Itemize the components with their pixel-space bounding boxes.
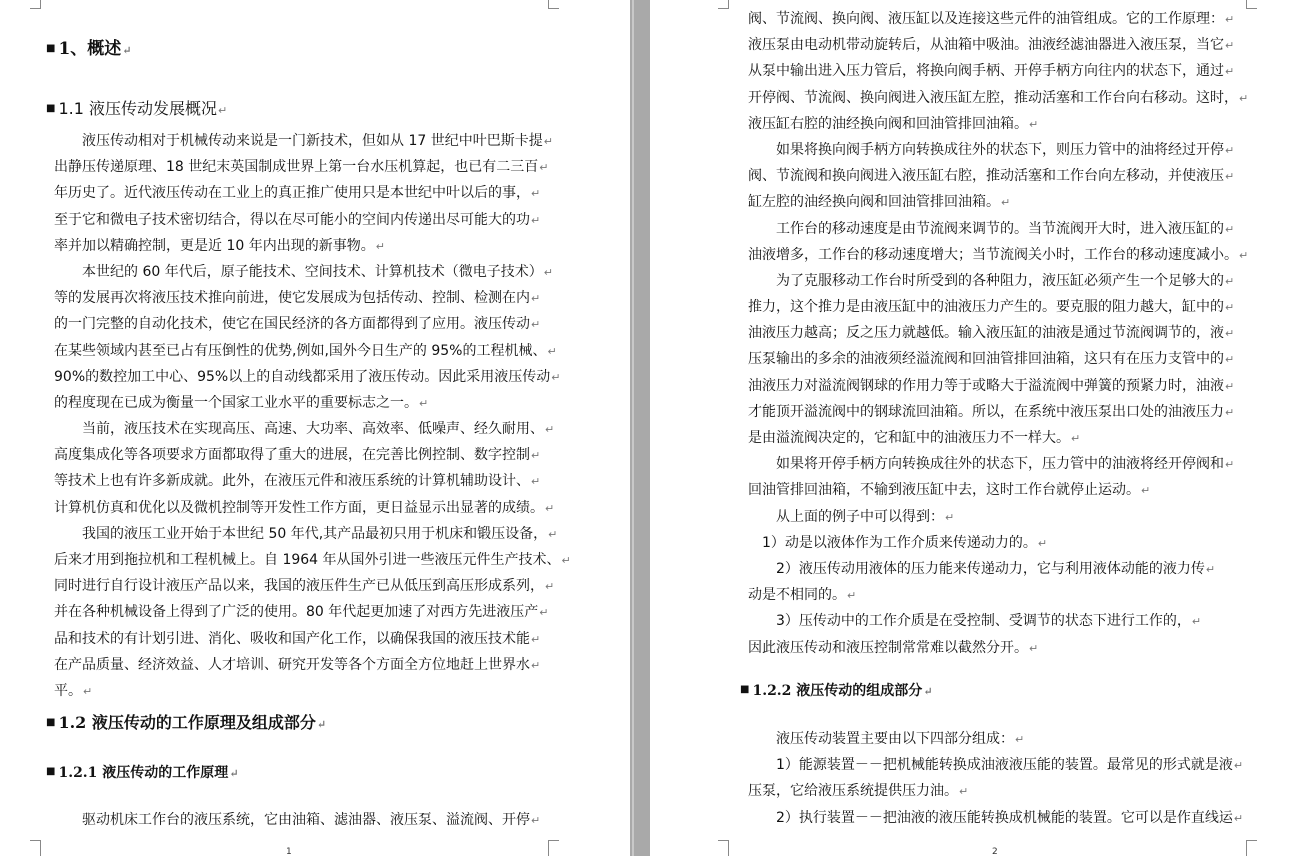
body-text-page2-top	[748, 6, 1248, 661]
text-line: 后来才用到拖拉机和工程机械上。自 1964 年从国外引进一些液压元件生产技术、↵	[54, 552, 571, 568]
paragraph-mark: ↵	[531, 814, 541, 827]
text-line: 的程度现在已成为衡量一个国家工业水平的重要标志之一。↵	[54, 394, 429, 411]
paragraph-mark: ↵	[539, 606, 549, 620]
text-line: 缸左腔的油经换向阀和回油管排回油箱。↵	[748, 194, 1011, 211]
text-line: 油液压力越高；反之压力就越低。输入液压缸的油液是通过节流阀调节的，液↵	[748, 325, 1235, 342]
paragraph-mark: ↵	[531, 292, 541, 306]
text-line: 90%的数控加工中心、95%以上的自动线都采用了液压传动。因此采用液压传动↵	[54, 368, 561, 385]
text-line: 阀、节流阀和换向阀进入液压缸右腔，推动活塞和工作台向左移动，并使液压↵	[748, 168, 1235, 185]
text-line: 油液压力对溢流阀钢球的作用力等于或略大于溢流阀中弹簧的预紧力时，油液↵	[748, 377, 1235, 394]
text-line: 压泵输出的多余的油液须经溢流阀和回油管排回油箱，这只有在压力支管中的↵	[748, 351, 1235, 368]
paragraph-mark: ↵	[375, 239, 385, 253]
paragraph-mark: ↵	[1225, 39, 1235, 53]
crop-mark	[30, 840, 41, 856]
text-line: 并在各种机械设备上得到了广泛的使用。80 年代起更加速了对西方先进液压产↵	[54, 604, 549, 621]
text-line: 是由溢流阀决定的，它和缸中的油液压力不一样大。↵	[748, 430, 1081, 446]
text-line: 推力，这个推力是由液压缸中的油液压力产生的。要克服的阻力越大，缸中的↵	[748, 299, 1235, 316]
body-text-page1-bottom	[54, 807, 540, 833]
text-line: 液压泵由电动机带动旋转后，从油箱中吸油。油液经滤油器进入液压泵，当它↵	[748, 37, 1235, 54]
text-line: 从上面的例子中可以得到：↵	[748, 508, 955, 525]
paragraph-mark: ↵	[548, 527, 558, 541]
text-line: 驱动机床工作台的液压系统，它由油箱、滤油器、液压泵、溢流阀、开停↵	[54, 812, 541, 828]
paragraph-mark: ↵	[1225, 405, 1235, 419]
text-line: 本世纪的 60 年代后，原子能技术、空间技术、计算机技术（微电子技术）↵	[54, 263, 553, 280]
text-line: 2）执行装置－－把油液的液压能转换成机械能的装置。它可以是作直线运↵	[748, 809, 1244, 826]
text-line: 计算机仿真和优化以及微机控制等开发性工作方面，更日益显示出显著的成绩。↵	[54, 499, 555, 516]
heading-bullet: ■	[46, 43, 56, 54]
crop-mark	[718, 0, 729, 9]
text-line: 液压缸右腔的油经换向阀和回油管排回油箱。↵	[748, 115, 1039, 132]
crop-mark	[30, 0, 41, 9]
paragraph-mark: ↵	[531, 658, 541, 672]
text-line: 当前，液压技术在实现高压、高速、大功率、高效率、低噪声、经久耐用、↵	[54, 421, 555, 438]
paragraph-mark: ↵	[1001, 196, 1011, 210]
text-line: 率并加以精确控制，更是近 10 年内出现的新事物。↵	[54, 237, 385, 254]
crop-mark	[1246, 840, 1257, 856]
paragraph-mark: ↵	[1191, 615, 1202, 629]
text-line: 1）动是以液体作为工作介质来传递动力的。↵	[748, 534, 1048, 551]
text-line: 等的发展再次将液压技术推向前进，使它发展成为包括传动、控制、检测在内↵	[54, 290, 541, 307]
paragraph-mark: ↵	[1225, 222, 1235, 236]
text-line: 工作台的移动速度是由节流阀来调节的。当节流阀开大时，进入液压缸的↵	[748, 220, 1235, 237]
paragraph-mark: ↵	[83, 684, 93, 698]
heading-bullet: ■	[46, 717, 56, 728]
paragraph-mark: ↵	[1233, 811, 1244, 825]
paragraph-mark: ↵	[531, 449, 541, 463]
text-line: 如果将开停手柄方向转换成往外的状态下，压力管中的油液将经开停阀和↵	[748, 456, 1235, 473]
text-line: 液压传动装置主要由以下四部分组成：↵	[748, 731, 1025, 747]
paragraph-mark: ↵	[1225, 170, 1235, 184]
paragraph-mark: ↵	[1071, 432, 1081, 445]
text-line: 阀、节流阀、换向阀、液压缸以及连接这些元件的油管组成。它的工作原理：↵	[748, 11, 1235, 27]
paragraph-mark: ↵	[539, 161, 549, 175]
text-line: 油液增多，工作台的移动速度增大；当节流阀关小时，工作台的移动速度减小。↵	[748, 246, 1249, 263]
paragraph-mark: ↵	[1225, 458, 1235, 472]
text-line: 高度集成化等各项要求方面都取得了重大的进展，在完善比例控制、数字控制↵	[54, 447, 541, 464]
paragraph-mark: ↵	[547, 344, 557, 358]
paragraph-mark: ↵	[1037, 536, 1048, 550]
text-line: 同时进行自行设计液压产品以来，我国的液压件生产已从低压到高压形成系列，↵	[54, 578, 555, 595]
text-line: 在某些领域内甚至已占有压倒性的优势,例如,国外今日生产的 95%的工程机械、↵	[54, 342, 557, 359]
paragraph-mark: ↵	[545, 501, 555, 515]
paragraph-mark: ↵	[1015, 733, 1025, 746]
text-line: 3）压传动中的工作介质是在受控制、受调节的状态下进行工作的，↵	[748, 613, 1202, 630]
text-line: 为了克服移动工作台时所受到的各种阻力，液压缸必须产生一个足够大的↵	[748, 272, 1235, 289]
text-line: 才能顶开溢流阀中的钢球流回油箱。所以，在系统中液压泵出口处的油液压力↵	[748, 403, 1235, 420]
paragraph-mark: ↵	[531, 213, 541, 227]
body-text-page2-bottom	[748, 726, 1243, 831]
text-line: 动是不相同的。↵	[748, 587, 857, 604]
paragraph-mark: ↵	[959, 785, 969, 799]
paragraph-mark: ↵	[531, 632, 541, 646]
paragraph-mark: ↵	[545, 423, 555, 437]
text-line: 出静压传递原理、18 世纪末英国制成世界上第一台水压机算起，也已有二三百↵	[54, 159, 549, 176]
paragraph-mark: ↵	[1225, 379, 1235, 393]
heading-1-2: ■ 1.2 液压传动的工作原理及组成部分↵	[46, 713, 327, 732]
crop-mark	[718, 840, 729, 856]
heading-1-2-2: ■ 1.2.2 液压传动的组成部分↵	[740, 683, 933, 699]
text-line: 年历史了。近代液压传动在工业上的真正推广使用只是本世纪中叶以后的事，↵	[54, 185, 541, 202]
paragraph-mark: ↵	[1205, 562, 1216, 576]
paragraph-mark: ↵	[531, 187, 541, 201]
heading-bullet: ■	[46, 766, 56, 777]
body-text-page1-top	[54, 128, 571, 704]
text-line: 回油管排回油箱，不输到液压缸中去，这时工作台就停止运动。↵	[748, 482, 1151, 499]
paragraph-mark: ↵	[1225, 13, 1235, 26]
paragraph-mark: ↵	[1225, 143, 1235, 157]
heading-overview: ■ 1、概述↵	[46, 39, 132, 59]
text-line: 液压传动相对于机械传动来说是一门新技术，但如从 17 世纪中叶巴斯卡提↵	[54, 133, 553, 149]
text-line: 如果将换向阀手柄方向转换成往外的状态下，则压力管中的油将经过开停↵	[748, 141, 1235, 158]
paragraph-mark: ↵	[945, 510, 955, 524]
text-line: 在产品质量、经济效益、人才培训、研究开发等各个方面全方位地赶上世界水↵	[54, 656, 541, 673]
paragraph-mark: ↵	[543, 135, 553, 148]
page-number: 2	[992, 847, 998, 856]
document-page-2	[650, 0, 1302, 856]
text-line: 我国的液压工业开始于本世纪 50 年代,其产品最初只用于机床和锻压设备，↵	[54, 525, 558, 542]
page-gap	[630, 0, 650, 856]
heading-bullet: ■	[46, 103, 56, 114]
crop-mark	[548, 0, 559, 9]
text-line: 的一门完整的自动化技术，使它在国民经济的各方面都得到了应用。液压传动↵	[54, 316, 541, 333]
text-line: 压泵，它给液压系统提供压力油。↵	[748, 783, 969, 800]
text-line: 开停阀、节流阀、换向阀进入液压缸左腔，推动活塞和工作台向右移动。这时，↵	[748, 89, 1249, 106]
text-line: 因此液压传动和液压控制常常难以截然分开。↵	[748, 639, 1039, 656]
paragraph-mark: ↵	[1225, 65, 1235, 79]
text-line: 至于它和微电子技术密切结合，得以在尽可能小的空间内传递出尽可能大的功↵	[54, 211, 541, 228]
paragraph-mark: ↵	[561, 554, 571, 567]
paragraph-mark: ↵	[531, 318, 541, 332]
crop-mark	[548, 840, 559, 856]
paragraph-mark: ↵	[1239, 248, 1249, 262]
paragraph-mark: ↵	[1029, 641, 1039, 655]
paragraph-mark: ↵	[543, 265, 553, 279]
text-line: 等技术上也有许多新成就。此外，在液压元件和液压系统的计算机辅助设计、↵	[54, 473, 541, 490]
text-line: 2）液压传动用液体的压力能来传递动力，它与利用液体动能的液力传↵	[748, 560, 1216, 577]
paragraph-mark: ↵	[1225, 301, 1235, 315]
paragraph-mark: ↵	[847, 589, 857, 603]
heading-bullet: ■	[740, 684, 750, 695]
document-page-1	[0, 0, 630, 856]
paragraph-mark: ↵	[551, 370, 561, 384]
text-line: 平。↵	[54, 682, 93, 699]
paragraph-mark: ↵	[545, 580, 555, 594]
text-line: 品和技术的有计划引进、消化、吸收和国产化工作，以确保我国的液压技术能↵	[54, 630, 541, 647]
paragraph-mark: ↵	[1225, 327, 1235, 341]
heading-1-1: ■ 1.1 液压传动发展概况↵	[46, 99, 228, 118]
text-line: 从泵中输出进入压力管后，将换向阀手柄、开停手柄方向往内的状态下，通过↵	[748, 63, 1235, 80]
paragraph-mark: ↵	[1225, 353, 1235, 367]
page-number: 1	[286, 847, 292, 856]
paragraph-mark: ↵	[1239, 91, 1249, 105]
paragraph-mark: ↵	[1225, 274, 1235, 288]
paragraph-mark: ↵	[419, 396, 429, 410]
text-line: 1）能源装置－－把机械能转换成油液液压能的装置。最常见的形式就是液↵	[748, 757, 1244, 774]
paragraph-mark: ↵	[531, 475, 541, 489]
heading-1-2-1: ■ 1.2.1 液压传动的工作原理↵	[46, 765, 239, 781]
paragraph-mark: ↵	[1233, 759, 1244, 773]
paragraph-mark: ↵	[1029, 117, 1039, 131]
paragraph-mark: ↵	[1141, 484, 1151, 498]
